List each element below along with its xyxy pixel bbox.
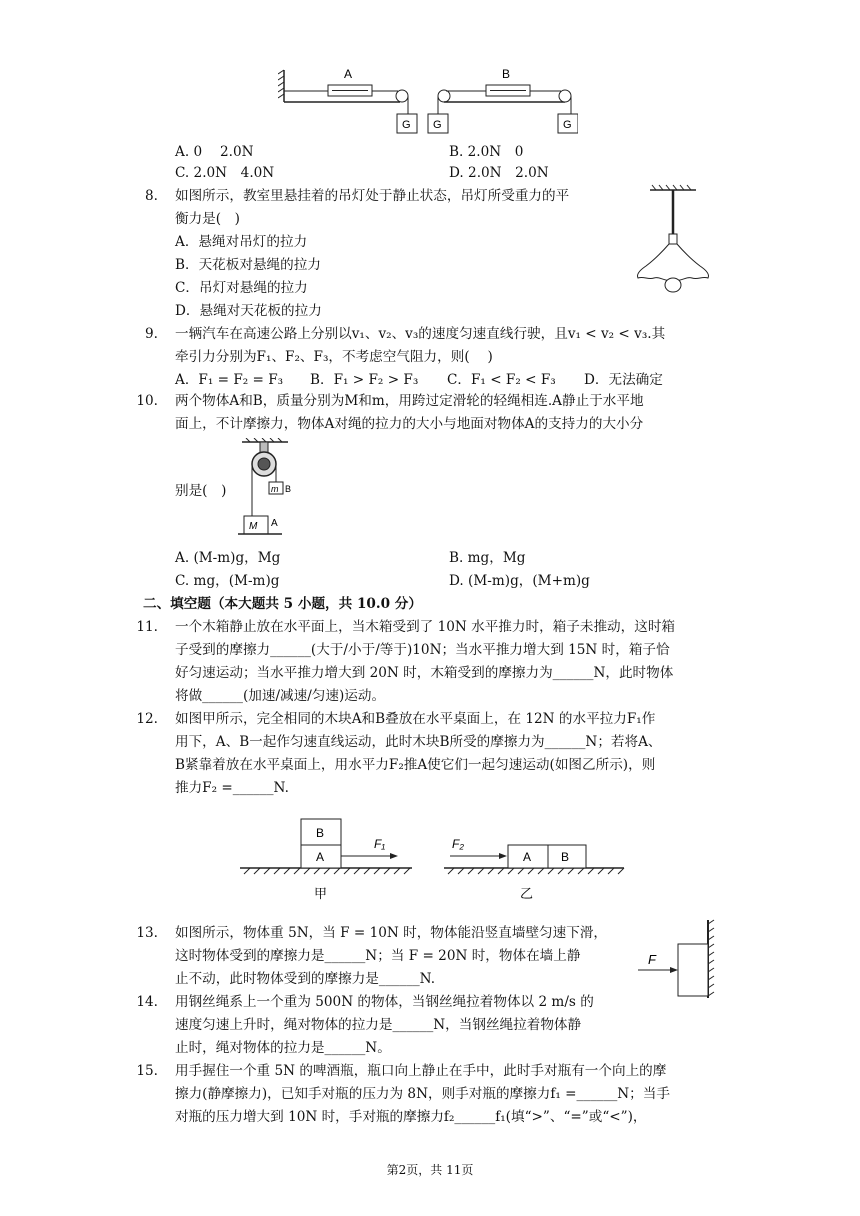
q7-option-c: C. 2.0N 4.0N	[175, 165, 275, 181]
q12-yi-b: B	[561, 850, 570, 864]
q14-line-2: 速度匀速上升时，绳对物体的拉力是______N，当钢丝绳拉着物体静	[175, 1017, 582, 1033]
q10-label-big-m: M	[249, 521, 258, 532]
q9-line-1: 一辆汽车在高速公路上分别以v₁、v₂、v₃的速度匀速直线行驶，且v₁ < v₂ < v₃.其	[175, 326, 666, 342]
q12-jia-b: B	[316, 826, 325, 840]
q7-label-b: B	[502, 67, 511, 81]
q12-line-2: 用下，A、B一起作匀速直线运动，此时木块B所受的摩擦力为______N；若将A、	[175, 734, 662, 750]
q10-line-3: 别是( )	[175, 483, 227, 499]
q7-option-a: A. 0 2.0N	[175, 144, 254, 160]
q9-option-a: A．F₁ = F₂ = F₃	[175, 372, 284, 388]
q13-line-2: 这时物体受到的摩擦力是______N；当 F = 20N 时，物体在墙上静	[175, 948, 581, 964]
q11-line-3: 好匀速运动；当水平推力增大到 20N 时，木箱受到的摩擦力为______N，此时物体	[175, 665, 674, 681]
section-heading: 二、填空题（本大题共 5 小题，共 10.0 分）	[143, 596, 422, 612]
q12-f1: F₁	[374, 837, 386, 851]
q15-line-1: 用手握住一个重 5N 的啤酒瓶，瓶口向上静止在手中，此时手对瓶有一个向上的摩	[175, 1063, 667, 1079]
q9-line-2: 牵引力分别为F₁、F₂、F₃，不考虑空气阻力，则( )	[175, 349, 493, 365]
q10-label-a: A	[271, 518, 278, 529]
q14-line-1: 用钢丝绳系上一个重为 500N 的物体，当钢丝绳拉着物体以 2 m/s 的	[175, 994, 594, 1010]
q13-wall-diagram	[636, 918, 722, 1000]
q10-line-1: 两个物体A和B，质量分别为M和m，用跨过定滑轮的轻绳相连.A静止于水平地	[175, 393, 644, 409]
q14-number: 14.	[136, 994, 158, 1010]
q8-option-a: A．悬绳对吊灯的拉力	[175, 234, 308, 250]
q7-weight-2: G	[433, 119, 442, 131]
q10-pulley-diagram	[238, 438, 306, 538]
q12-label-yi: 乙	[520, 886, 534, 900]
q8-line-2: 衡力是( )	[175, 211, 240, 227]
q12-label-jia: 甲	[314, 886, 328, 900]
q8-option-b: B．天花板对悬绳的拉力	[175, 257, 321, 273]
q8-option-d: D．悬绳对天花板的拉力	[175, 303, 322, 319]
q10-option-d: D. (M-m)g，(M+m)g	[449, 573, 590, 589]
q13-label-f: F	[648, 952, 656, 967]
q11-line-1: 一个木箱静止放在水平面上，当木箱受到了 10N 水平推力时，箱子未推动，这时箱	[175, 619, 676, 635]
q12-yi-a: A	[523, 850, 532, 864]
q10-option-a: A. (M-m)g，Mg	[175, 550, 281, 566]
q8-chandelier-diagram	[632, 184, 714, 300]
q14-line-3: 止时，绳对物体的拉力是______N。	[175, 1040, 391, 1056]
q10-label-b: B	[285, 484, 292, 494]
q9-option-b: B．F₁ > F₂ > F₃	[310, 372, 419, 388]
q12-line-4: 推力F₂ =______N.	[175, 780, 289, 796]
q12-f2: F₂	[452, 837, 464, 851]
q9-number: 9.	[145, 326, 158, 342]
q7-weight-1: G	[402, 119, 411, 131]
q8-number: 8.	[145, 188, 158, 204]
q7-option-d: D. 2.0N 2.0N	[449, 165, 549, 181]
q11-line-4: 将做______(加速/减速/匀速)运动。	[175, 688, 386, 704]
q13-number: 13.	[136, 925, 158, 941]
q7-option-b: B. 2.0N 0	[449, 144, 524, 160]
q15-line-2: 擦力(静摩擦力)，已知手对瓶的压力为 8N，则手对瓶的摩擦力f₁ =______N；当手	[175, 1086, 670, 1102]
q8-option-c: C．吊灯对悬绳的拉力	[175, 280, 308, 296]
q12-blocks-diagram	[238, 814, 638, 900]
q10-option-b: B. mg，Mg	[449, 550, 526, 566]
q9-option-c: C．F₁ < F₂ < F₃	[447, 372, 556, 388]
q12-line-1: 如图甲所示，完全相同的木块A和B叠放在水平桌面上，在 12N 的水平拉力F₁作	[175, 711, 656, 727]
q12-jia-a: A	[316, 850, 325, 864]
q8-line-1: 如图所示，教室里悬挂着的吊灯处于静止状态，吊灯所受重力的平	[175, 188, 570, 204]
q12-number: 12.	[136, 711, 158, 727]
q12-line-3: B紧靠着放在水平桌面上，用水平力F₂推A使它们一起匀速运动(如图乙所示)，则	[175, 757, 656, 773]
q9-option-d: D．无法确定	[584, 372, 663, 388]
page-footer: 第2页，共 11页	[386, 1163, 474, 1177]
q10-number: 10.	[136, 393, 158, 409]
q11-line-2: 子受到的摩擦力______(大于/小于/等于)10N；当水平推力增大到 15N 时，箱子恰	[175, 642, 670, 658]
q10-label-m: m	[271, 484, 279, 494]
q13-line-3: 止不动，此时物体受到的摩擦力是______N.	[175, 971, 436, 987]
q10-option-c: C. mg，(M-m)g	[175, 573, 280, 589]
q11-number: 11.	[136, 619, 158, 635]
q15-number: 15.	[136, 1063, 158, 1079]
q7-weight-3: G	[563, 119, 572, 131]
q7-pulley-diagram	[278, 62, 578, 142]
q15-line-3: 对瓶的压力增大到 10N 时，手对瓶的摩擦力f₂______f₁(填“>”、“=”或“<”)，	[175, 1109, 647, 1125]
q10-line-2: 面上，不计摩擦力，物体A对绳的拉力的大小与地面对物体A的支持力的大小分	[175, 416, 644, 432]
q7-label-a: A	[344, 67, 353, 81]
q13-line-1: 如图所示，物体重 5N，当 F = 10N 时，物体能沿竖直墙壁匀速下滑，	[175, 925, 608, 941]
